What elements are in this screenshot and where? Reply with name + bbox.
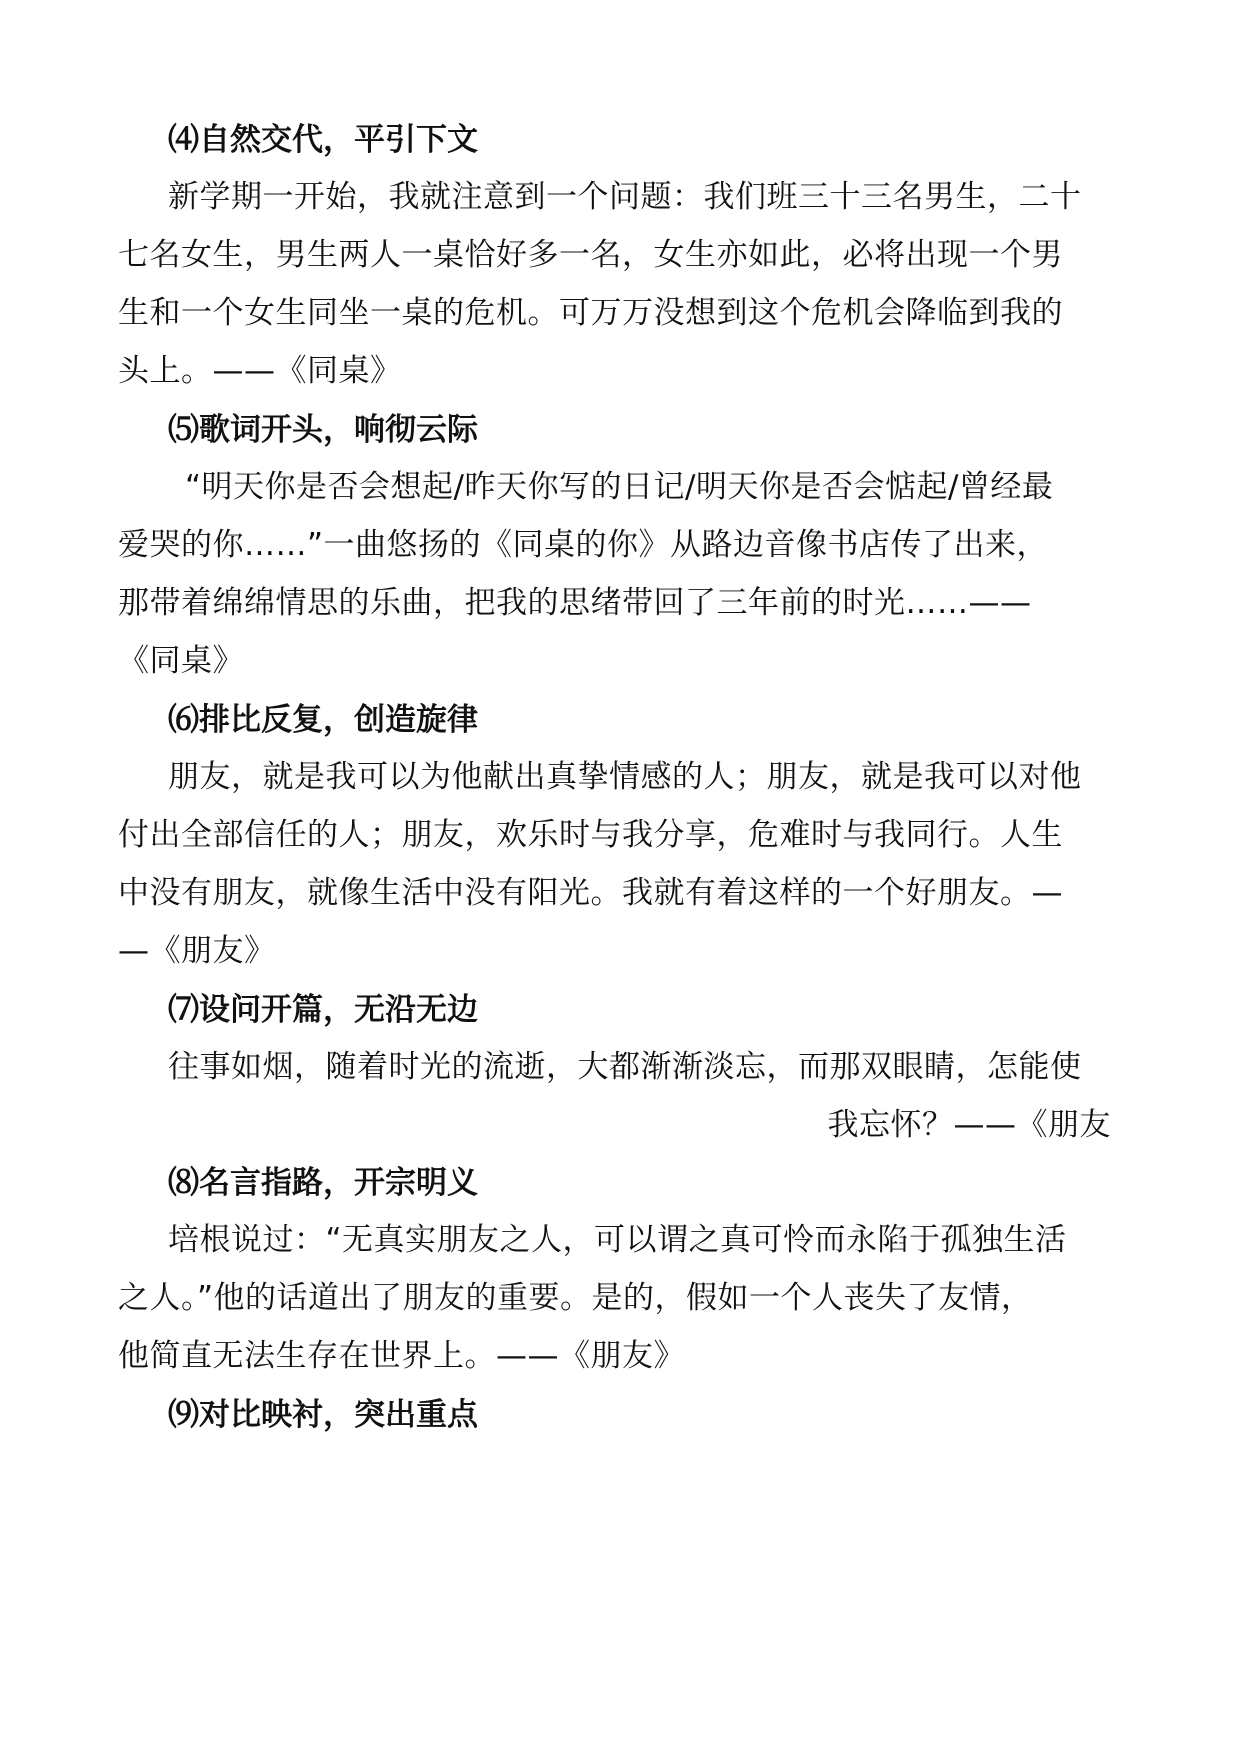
section-heading-7: ⑺设问开篇，无沿无边 <box>168 992 478 1028</box>
paragraph-line: 生和一个女生同坐一桌的危机。可万万没想到这个危机会降临到我的 <box>118 295 1063 331</box>
paragraph-line: 付出全部信任的人；朋友，欢乐时与我分享，危难时与我同行。人生 <box>118 817 1063 853</box>
section-heading-8: ⑻名言指路，开宗明义 <box>168 1165 478 1201</box>
section-heading-6: ⑹排比反复，创造旋律 <box>168 702 478 738</box>
paragraph-line: 《同桌》 <box>118 643 244 679</box>
paragraph-line: 七名女生，男生两人一桌恰好多一名，女生亦如此，必将出现一个男 <box>118 237 1063 273</box>
section-heading-9: ⑼对比映衬，突出重点 <box>168 1397 478 1433</box>
paragraph-line: 我忘怀？——《朋友 <box>827 1107 1111 1143</box>
paragraph-line: 那带着绵绵情思的乐曲，把我的思绪带回了三年前的时光……—— <box>118 585 1032 621</box>
paragraph-line: 培根说过：“无真实朋友之人，可以谓之真可怜而永陷于孤独生活 <box>168 1222 1067 1258</box>
paragraph-line: 爱哭的你……”一曲悠扬的《同桌的你》从路边音像书店传了出来， <box>118 527 1049 563</box>
paragraph-line: 朋友，就是我可以为他献出真挚情感的人；朋友，就是我可以对他 <box>168 759 1082 795</box>
paragraph-line: 中没有朋友，就像生活中没有阳光。我就有着这样的一个好朋友。— <box>118 875 1063 911</box>
paragraph-line: —《朋友》 <box>118 933 276 969</box>
paragraph-line: 新学期一开始，我就注意到一个问题：我们班三十三名男生，二十 <box>168 179 1082 215</box>
paragraph-line: “明天你是否会想起/昨天你写的日记/明天你是否会惦起/曾经最 <box>185 469 1054 505</box>
paragraph-line: 之人。”他的话道出了朋友的重要。是的，假如一个人丧失了友情， <box>118 1280 1033 1316</box>
section-heading-4: ⑷自然交代，平引下文 <box>168 122 478 158</box>
paragraph-line: 他简直无法生存在世界上。——《朋友》 <box>118 1338 685 1374</box>
section-heading-5: ⑸歌词开头，响彻云际 <box>168 412 478 448</box>
paragraph-line: 往事如烟，随着时光的流逝，大都渐渐淡忘，而那双眼睛，怎能使 <box>168 1049 1082 1085</box>
paragraph-line: 头上。——《同桌》 <box>118 353 402 389</box>
